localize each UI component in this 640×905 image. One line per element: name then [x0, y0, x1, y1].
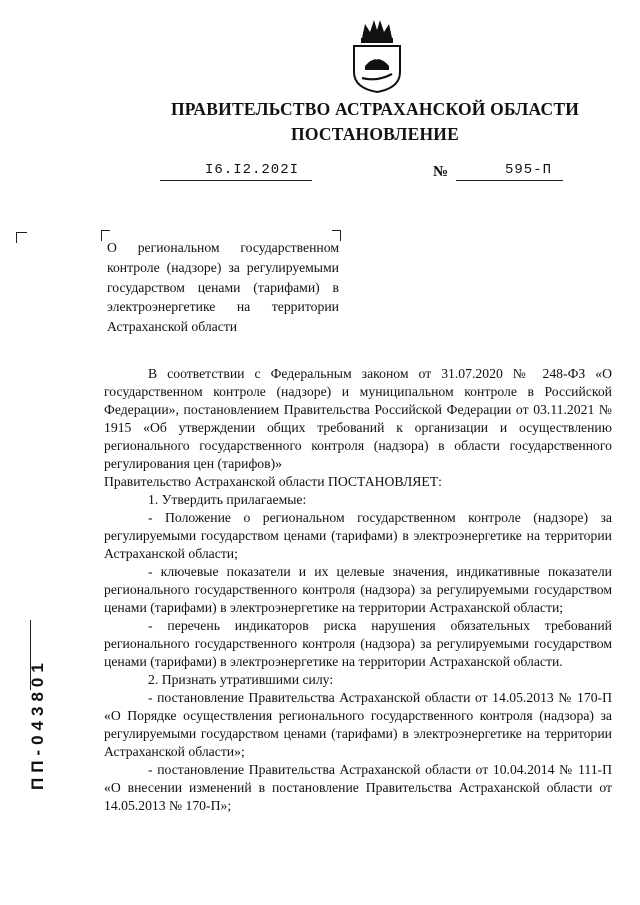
item-1-a: - Положение о региональном государственном контроле (надзоре) за регулируемыми государством ценами (тарифами) в электроэнергетике на территории Астраханской области;: [104, 510, 612, 561]
number-underline: [456, 180, 563, 181]
coat-of-arms-icon: [348, 16, 406, 94]
date-underline: [160, 180, 312, 181]
resolves-paragraph: Правительство Астраханской области ПОСТАНОВЛЯЕТ:: [104, 474, 442, 489]
item-1-c: - перечень индикаторов риска нарушения обязательных требований регионального государственного контроля (надзора) за регулируемыми государством ценами (тарифами) в электроэнергетике на территории Астраханской области.: [104, 618, 612, 669]
organization-title: ПРАВИТЕЛЬСТВО АСТРАХАНСКОЙ ОБЛАСТИ: [170, 99, 580, 119]
item-1-b: - ключевые показатели и их целевые значения, индикативные показатели регионального государственного контроля (надзора) за регулируемыми государством ценами (тарифами) в электроэнергетике на территории Астраханской области;: [104, 564, 612, 615]
number-sign: №: [433, 164, 449, 180]
document-subject: О региональном государственном контроле (надзоре) за регулируемыми государством ценами (тарифами) в электроэнергетике на территории Астраханской области: [107, 240, 339, 335]
serial-number: ПП-043801: [28, 658, 47, 790]
preamble-paragraph: В соответствии с Федеральным законом от 31.07.2020 № 248-ФЗ «О государственном контроле (надзоре) и муниципальном контроле в Российской Федерации», постановлением Правительства Российской Федерации от 03.11.2021 № 1915 «Об утверждении общих требований к организации и осуществлению регионального государственного контроля (надзора) в области государственного регулирования цен (тарифов)»: [104, 366, 612, 471]
document-type: ПОСТАНОВЛЕНИЕ: [291, 124, 459, 144]
document-body: [104, 365, 612, 815]
document-number: 595-П: [505, 162, 553, 178]
item-2-heading: 2. Признать утратившими силу:: [148, 672, 334, 687]
item-1-heading: 1. Утвердить прилагаемые:: [148, 492, 307, 507]
item-2-a: - постановление Правительства Астраханской области от 14.05.2013 № 170-П «О Порядке осуществления регионального государственного контроля (надзора) за регулируемыми государством ценами (тарифами) в электроэнергетике на территории Астраханской области»;: [104, 690, 612, 759]
item-2-b: - постановление Правительства Астраханской области от 10.04.2014 № 111-П «О внесении изменений в постановление Правительства Астраханской области от 14.05.2013 № 170-П»;: [104, 762, 612, 813]
document-date: I6.I2.202I: [205, 162, 300, 178]
margin-corner-mark: [16, 232, 27, 243]
